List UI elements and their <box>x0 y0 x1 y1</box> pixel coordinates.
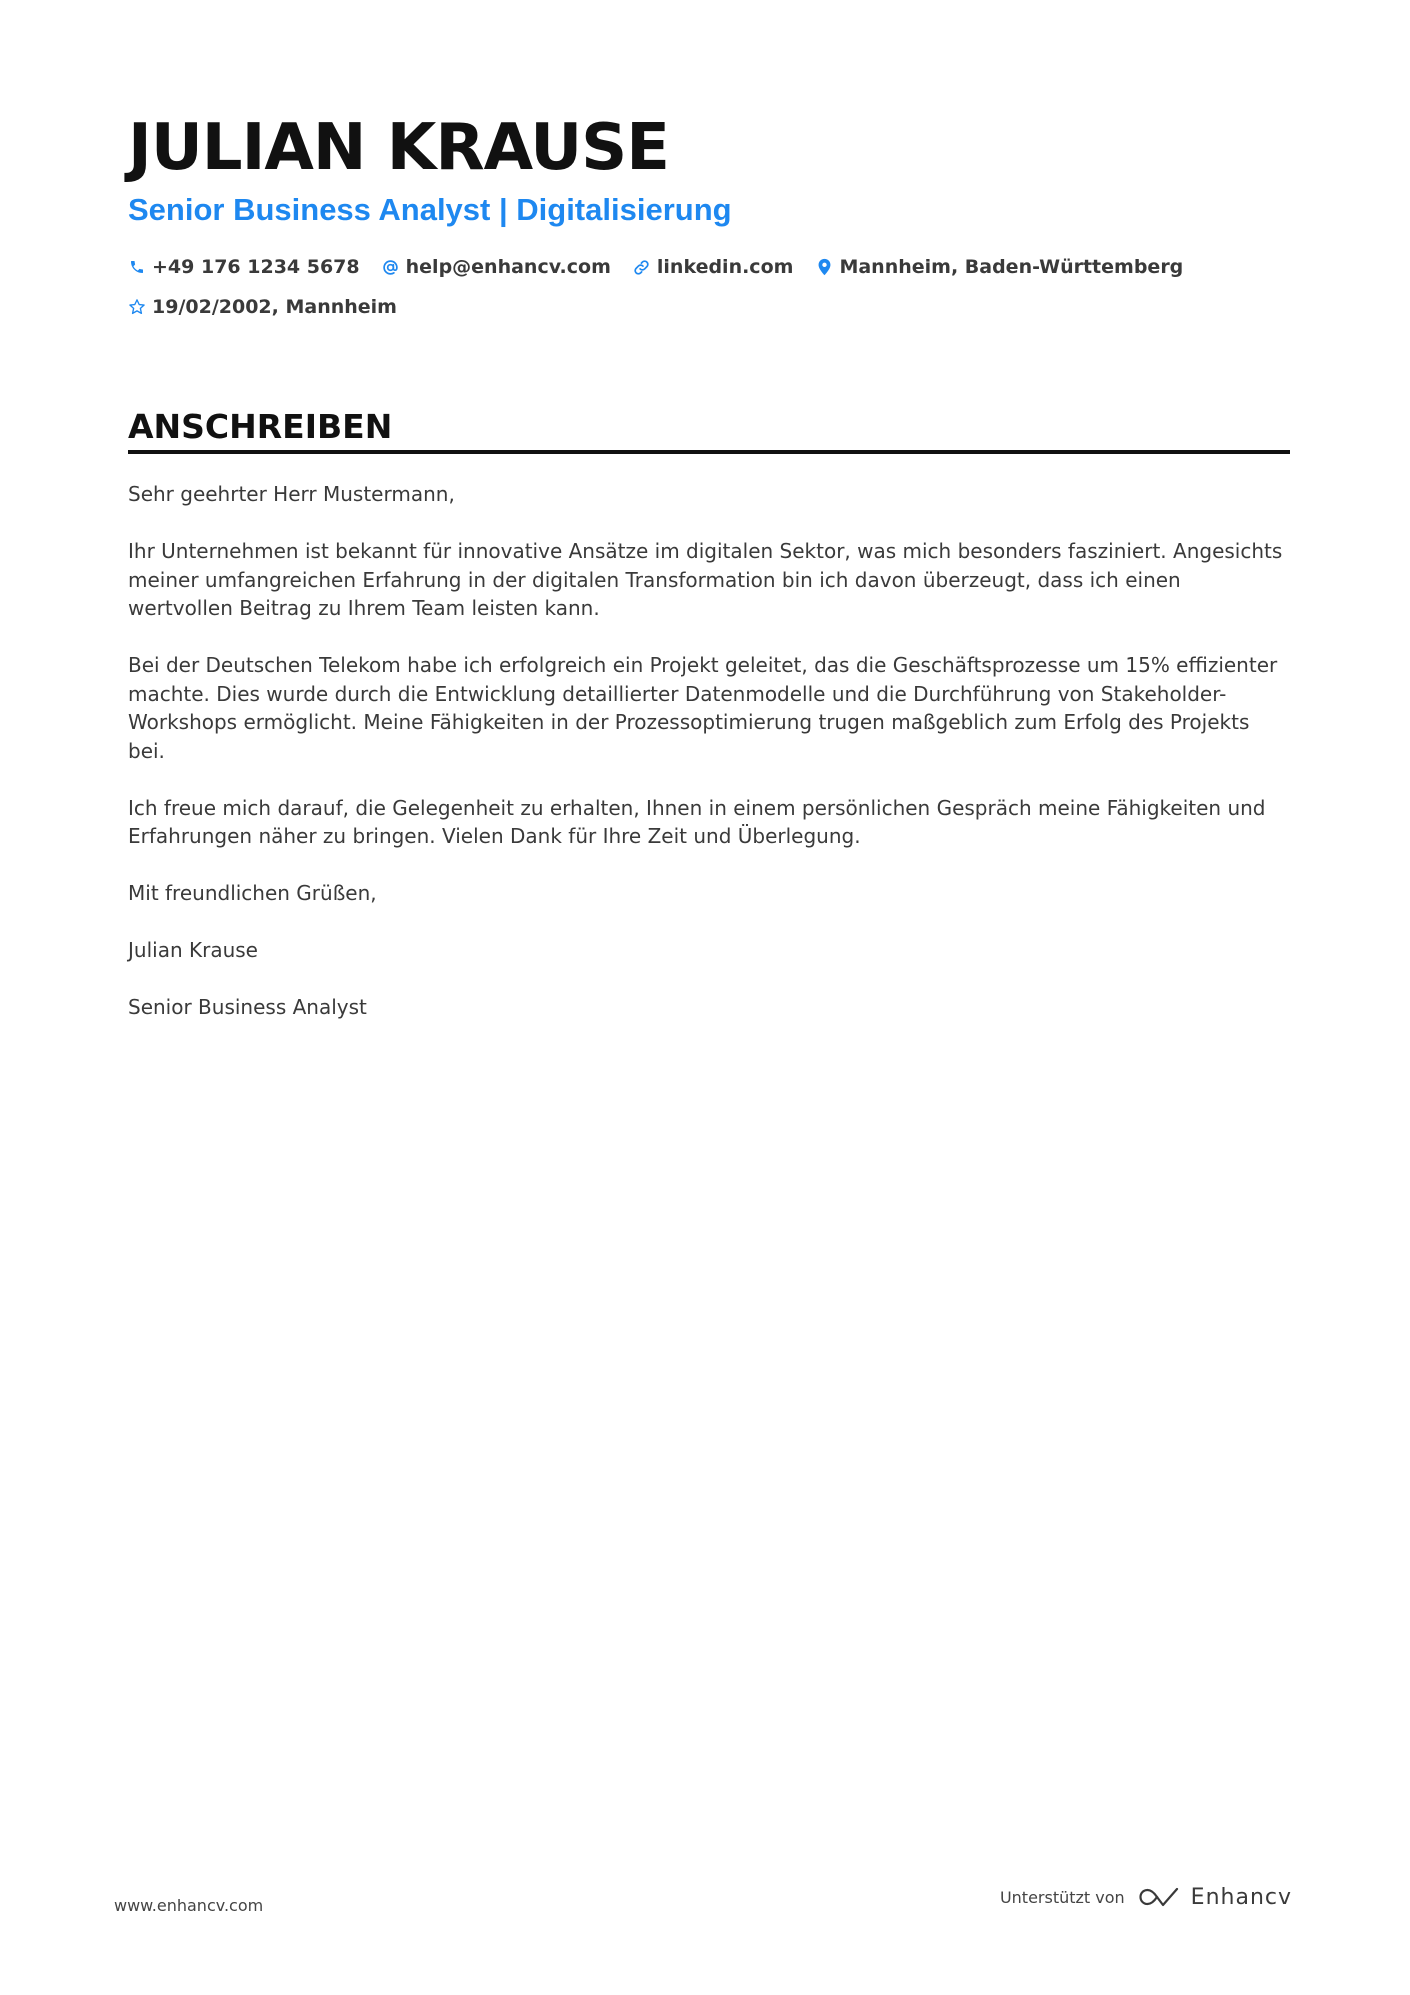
section-divider <box>128 450 1290 454</box>
powered-by-label: Unterstützt von <box>999 1887 1125 1907</box>
contact-linkedin <box>633 256 794 278</box>
letter-closing: Mit freundlichen Grüßen, <box>128 881 377 905</box>
contact-info <box>128 252 1308 332</box>
signature-name: Julian Krause <box>128 938 258 962</box>
enhancv-logo-icon <box>1137 1884 1183 1910</box>
letter-salutation: Sehr geehrter Herr Mustermann, <box>128 482 455 506</box>
phone-icon <box>128 257 146 277</box>
candidate-title: Senior Business Analyst | Digitalisierung <box>128 192 732 227</box>
footer-website[interactable]: www.enhancv.com <box>114 1896 264 1915</box>
footer-branding <box>1000 1884 1292 1910</box>
contact-birth <box>128 296 397 318</box>
at-icon <box>382 257 400 277</box>
candidate-name: JULIAN KRAUSE <box>128 111 669 185</box>
letter-paragraph: Bei der Deutschen Telekom habe ich erfolgreich ein Projekt geleitet, das die Geschäftsprozesse um 15% effizienter machte. Dies wurde durch die Entwicklung detaillierter Datenmodelle und die Durchführung von Stakeholder-Workshops ermöglicht. Meine Fähigkeiten in der Prozessoptimierung trugen maßgeblich zum Erfolg des Projekts bei. <box>128 653 1278 763</box>
email-address: help@enhancv.com <box>405 256 611 278</box>
signature-title: Senior Business Analyst <box>128 995 367 1019</box>
star-icon <box>128 297 146 317</box>
phone-number: +49 176 1234 5678 <box>152 256 360 278</box>
letter-paragraph: Ich freue mich darauf, die Gelegenheit zu erhalten, Ihnen in einem persönlichen Gespräch meine Fähigkeiten und Erfahrungen näher zu bringen. Vielen Dank für Ihre Zeit und Überlegung. <box>128 795 1266 848</box>
link-icon <box>633 257 651 277</box>
letter-paragraph: Ihr Unternehmen ist bekannt für innovative Ansätze im digitalen Sektor, was mich besonders fasziniert. Angesichts meiner umfangreichen Erfahrung in der digitalen Transformation bin ich davon überzeugt, dass ich einen wertvollen Beitrag zu Ihrem Team leisten kann. <box>128 539 1283 620</box>
section-title: ANSCHREIBEN <box>128 407 393 446</box>
contact-email <box>382 256 611 278</box>
contact-location <box>815 256 1183 278</box>
map-pin-icon <box>815 257 833 277</box>
letter-body <box>128 480 1290 1050</box>
linkedin-link: linkedin.com <box>656 256 794 278</box>
location-text: Mannheim, Baden-Württemberg <box>839 256 1184 278</box>
contact-row <box>128 292 1308 322</box>
brand-name: Enhancv <box>1190 1884 1292 1910</box>
birth-date-place: 19/02/2002, Mannheim <box>152 296 397 318</box>
contact-row <box>128 252 1308 282</box>
contact-phone <box>128 256 360 278</box>
